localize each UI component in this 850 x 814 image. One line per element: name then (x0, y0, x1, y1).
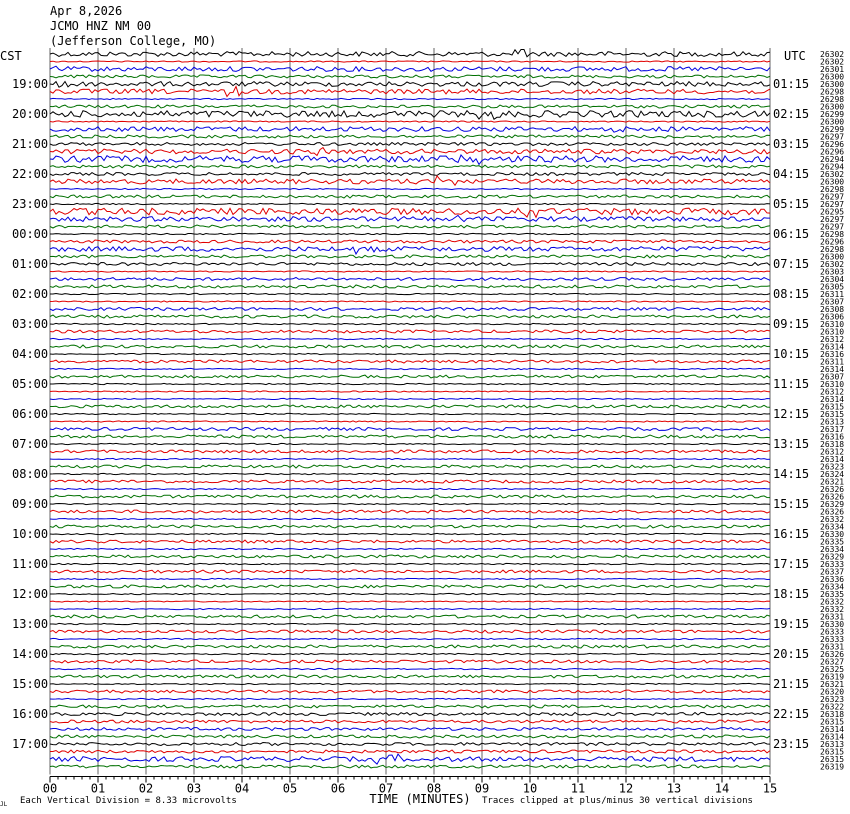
trace-71 (50, 578, 770, 579)
trace-mean-96: 26319 (820, 762, 845, 772)
trace-57 (50, 473, 770, 474)
utc-label-18: 19:15 (773, 617, 810, 631)
trace-group (50, 50, 770, 769)
trace-19 (50, 188, 770, 189)
trace-mean-21: 26297 (820, 200, 845, 209)
trace-mean-6: 26298 (820, 87, 845, 97)
trace-37 (50, 323, 770, 324)
trace-5 (50, 82, 770, 88)
trace-mean-84: 26319 (820, 672, 845, 682)
trace-mean-58: 26321 (820, 477, 845, 487)
trace-16 (50, 165, 770, 168)
trace-mean-75: 26332 (820, 605, 845, 614)
trace-mean-47: 26314 (820, 395, 845, 404)
trace-mean-24: 26297 (820, 222, 845, 232)
plot-date: Apr 8,2026 (50, 4, 123, 18)
trace-mean-51: 26317 (820, 425, 845, 434)
trace-mean-76: 26331 (820, 612, 845, 622)
trace-85 (50, 683, 770, 684)
trace-52 (50, 435, 770, 438)
cst-label-11: 06:00 (12, 407, 49, 421)
trace-56 (50, 465, 770, 468)
cst-label-1: 20:00 (12, 107, 49, 121)
trace-mean-29: 26302 (820, 260, 845, 269)
trace-83 (50, 668, 770, 669)
trace-mean-82: 26327 (820, 657, 845, 667)
trace-24 (50, 225, 770, 228)
trace-mean-71: 26336 (820, 575, 845, 584)
trace-81 (50, 653, 770, 654)
trace-18 (50, 176, 770, 185)
trace-21 (50, 203, 770, 204)
x-tick-label-9: 09 (474, 781, 490, 796)
x-tick-label-11: 11 (570, 781, 586, 796)
trace-2 (50, 61, 770, 62)
trace-63 (50, 518, 770, 519)
trace-mean-68: 26329 (820, 552, 845, 562)
trace-mean-1: 26302 (820, 50, 845, 59)
trace-mean-11: 26299 (820, 125, 845, 134)
trace-36 (50, 315, 770, 318)
trace-mean-8: 26300 (820, 102, 845, 112)
utc-label-13: 14:15 (773, 467, 810, 481)
x-tick-label-5: 05 (282, 781, 298, 796)
trace-mean-labels (820, 50, 844, 772)
trace-mean-81: 26326 (820, 650, 845, 659)
trace-59 (50, 488, 770, 489)
trace-89 (50, 713, 770, 716)
trace-mean-26: 26296 (820, 237, 845, 247)
x-tick-label-2: 02 (138, 781, 154, 796)
cst-label-10: 05:00 (12, 377, 49, 391)
x-tick-label-13: 13 (666, 781, 682, 796)
right-timezone-label: UTC (784, 49, 806, 63)
trace-70 (50, 570, 770, 573)
cst-label-8: 03:00 (12, 317, 49, 331)
trace-mean-33: 26311 (820, 290, 845, 299)
cst-label-6: 01:00 (12, 257, 49, 271)
utc-label-19: 20:15 (773, 647, 810, 661)
cst-label-22: 17:00 (12, 737, 49, 751)
trace-mean-4: 26300 (820, 72, 845, 82)
cst-label-4: 23:00 (12, 197, 49, 211)
left-timezone-label: CST (0, 49, 22, 63)
utc-label-21: 22:15 (773, 707, 810, 721)
trace-mean-93: 26313 (820, 740, 845, 749)
trace-mean-94: 26315 (820, 747, 845, 757)
trace-mean-59: 26326 (820, 485, 845, 494)
trace-38 (50, 330, 770, 333)
trace-mean-85: 26321 (820, 680, 845, 689)
trace-mean-5: 26300 (820, 80, 845, 89)
trace-mean-83: 26325 (820, 665, 845, 674)
trace-60 (50, 495, 770, 498)
trace-mean-44: 26307 (820, 372, 845, 382)
trace-76 (50, 615, 770, 618)
trace-mean-45: 26310 (820, 380, 845, 389)
trace-41 (50, 353, 770, 354)
trace-46 (50, 391, 770, 392)
trace-mean-2: 26302 (820, 57, 845, 67)
trace-mean-27: 26298 (820, 245, 845, 254)
utc-label-6: 07:15 (773, 257, 810, 271)
trace-mean-79: 26333 (820, 635, 845, 644)
trace-49 (50, 413, 770, 414)
x-tick-label-6: 06 (330, 781, 346, 796)
trace-mean-25: 26298 (820, 230, 845, 239)
trace-87 (50, 698, 770, 699)
trace-mean-56: 26323 (820, 462, 845, 472)
trace-26 (50, 240, 770, 243)
x-tick-label-10: 10 (522, 781, 538, 796)
x-tick-label-3: 03 (186, 781, 202, 796)
trace-33 (50, 293, 770, 294)
scale-note: Each Vertical Division = 8.33 microvolts (20, 796, 237, 806)
x-tick-label-4: 04 (234, 781, 250, 796)
trace-mean-35: 26308 (820, 305, 845, 314)
trace-17 (50, 173, 770, 176)
trace-69 (50, 563, 770, 564)
utc-label-4: 05:15 (773, 197, 810, 211)
corner-mark: JL (0, 801, 8, 808)
trace-mean-46: 26312 (820, 387, 845, 397)
trace-48 (50, 405, 770, 408)
trace-mean-63: 26332 (820, 515, 845, 524)
trace-39 (50, 338, 770, 339)
trace-mean-50: 26313 (820, 417, 845, 427)
trace-mean-61: 26329 (820, 500, 845, 509)
trace-29 (50, 263, 770, 266)
trace-62 (50, 510, 770, 513)
trace-mean-12: 26297 (820, 132, 845, 142)
trace-92 (50, 735, 770, 738)
trace-mean-78: 26333 (820, 627, 845, 637)
trace-mean-66: 26335 (820, 537, 845, 547)
trace-mean-52: 26316 (820, 432, 845, 442)
trace-mean-9: 26299 (820, 110, 845, 119)
trace-mean-62: 26326 (820, 507, 845, 517)
cst-label-14: 09:00 (12, 497, 49, 511)
utc-label-12: 13:15 (773, 437, 810, 451)
trace-mean-87: 26323 (820, 695, 845, 704)
trace-86 (50, 690, 770, 693)
trace-11 (50, 127, 770, 133)
utc-label-22: 23:15 (773, 737, 810, 751)
cst-label-2: 21:00 (12, 137, 49, 151)
trace-88 (50, 705, 770, 708)
trace-15 (50, 155, 770, 164)
trace-mean-13: 26296 (820, 140, 845, 149)
trace-mean-91: 26314 (820, 725, 845, 734)
station-location: (Jefferson College, MO) (50, 34, 217, 48)
trace-mean-42: 26311 (820, 357, 845, 367)
utc-hour-labels (773, 77, 809, 751)
trace-91 (50, 728, 770, 731)
trace-mean-43: 26314 (820, 365, 845, 374)
trace-7 (50, 98, 770, 99)
trace-96 (50, 765, 770, 768)
trace-mean-31: 26304 (820, 275, 845, 284)
utc-label-8: 09:15 (773, 317, 810, 331)
trace-mean-39: 26312 (820, 335, 845, 344)
trace-58 (50, 480, 770, 483)
trace-mean-73: 26335 (820, 590, 845, 599)
trace-25 (50, 233, 770, 234)
trace-23 (50, 215, 770, 221)
trace-80 (50, 645, 770, 648)
trace-28 (50, 255, 770, 258)
cst-label-16: 11:00 (12, 557, 49, 571)
x-tick-label-12: 12 (618, 781, 634, 796)
utc-label-3: 04:15 (773, 167, 810, 181)
trace-mean-36: 26306 (820, 312, 845, 322)
trace-13 (50, 143, 770, 146)
trace-32 (50, 285, 770, 288)
trace-31 (50, 278, 770, 281)
trace-43 (50, 368, 770, 369)
trace-40 (50, 345, 770, 348)
trace-9 (50, 111, 770, 120)
trace-mean-48: 26315 (820, 402, 845, 412)
cst-label-18: 13:00 (12, 617, 49, 631)
cst-label-17: 12:00 (12, 587, 49, 601)
trace-12 (50, 135, 770, 138)
utc-label-5: 06:15 (773, 227, 810, 241)
cst-label-19: 14:00 (12, 647, 49, 661)
cst-label-20: 15:00 (12, 677, 49, 691)
trace-68 (50, 555, 770, 558)
trace-mean-10: 26300 (820, 117, 845, 127)
trace-mean-34: 26307 (820, 297, 845, 307)
trace-mean-70: 26337 (820, 567, 845, 577)
trace-mean-55: 26314 (820, 455, 845, 464)
cst-label-5: 00:00 (12, 227, 49, 241)
utc-label-15: 16:15 (773, 527, 810, 541)
utc-label-7: 08:15 (773, 287, 810, 301)
trace-mean-22: 26295 (820, 207, 845, 217)
trace-mean-64: 26334 (820, 522, 845, 532)
trace-mean-37: 26310 (820, 320, 845, 329)
trace-mean-88: 26322 (820, 702, 845, 712)
x-tick-label-1: 01 (90, 781, 106, 796)
trace-10 (50, 121, 770, 122)
trace-mean-67: 26334 (820, 545, 845, 554)
utc-label-14: 15:15 (773, 497, 810, 511)
trace-27 (50, 247, 770, 254)
trace-74 (50, 601, 770, 602)
trace-mean-69: 26333 (820, 560, 845, 569)
trace-mean-20: 26297 (820, 192, 845, 202)
trace-84 (50, 675, 770, 678)
trace-50 (50, 421, 770, 422)
trace-75 (50, 608, 770, 609)
trace-mean-32: 26305 (820, 282, 845, 292)
trace-77 (50, 623, 770, 624)
time-grid (50, 48, 770, 775)
trace-30 (50, 271, 770, 272)
cst-label-9: 04:00 (12, 347, 49, 361)
trace-mean-60: 26326 (820, 492, 845, 502)
trace-mean-57: 26324 (820, 470, 845, 479)
trace-mean-19: 26298 (820, 185, 845, 194)
trace-1 (50, 50, 770, 57)
cst-label-13: 08:00 (12, 467, 49, 481)
x-tick-label-8: 08 (426, 781, 442, 796)
trace-mean-14: 26296 (820, 147, 845, 157)
trace-mean-95: 26315 (820, 755, 845, 764)
trace-mean-41: 26316 (820, 350, 845, 359)
utc-label-10: 11:15 (773, 377, 810, 391)
trace-mean-30: 26303 (820, 267, 845, 277)
trace-54 (50, 450, 770, 453)
trace-mean-65: 26330 (820, 530, 845, 539)
trace-mean-74: 26332 (820, 597, 845, 607)
x-axis-title: TIME (MINUTES) (369, 792, 471, 806)
trace-22 (50, 208, 770, 217)
x-tick-label-7: 07 (378, 781, 394, 796)
cst-label-0: 19:00 (12, 77, 49, 91)
trace-mean-89: 26318 (820, 710, 845, 719)
trace-44 (50, 375, 770, 378)
trace-55 (50, 458, 770, 459)
utc-label-0: 01:15 (773, 77, 810, 91)
clip-note: Traces clipped at plus/minus 30 vertical divisions (482, 796, 753, 806)
trace-35 (50, 308, 770, 311)
trace-mean-16: 26294 (820, 162, 845, 172)
trace-95 (50, 754, 770, 764)
x-tick-label-15: 15 (762, 781, 778, 796)
trace-51 (50, 428, 770, 431)
trace-mean-86: 26320 (820, 687, 845, 697)
trace-65 (50, 533, 770, 534)
station-id: JCMO HNZ NM 00 (50, 19, 152, 33)
trace-20 (50, 195, 770, 198)
cst-label-3: 22:00 (12, 167, 49, 181)
trace-8 (50, 105, 770, 108)
x-tick-label-14: 14 (714, 781, 730, 796)
trace-42 (50, 360, 770, 363)
trace-mean-23: 26297 (820, 215, 845, 224)
trace-93 (50, 743, 770, 746)
trace-90 (50, 720, 770, 723)
trace-47 (50, 398, 770, 399)
trace-72 (50, 585, 770, 588)
trace-mean-54: 26312 (820, 447, 845, 457)
trace-mean-92: 26314 (820, 732, 845, 742)
cst-label-21: 16:00 (12, 707, 49, 721)
trace-mean-3: 26301 (820, 65, 845, 74)
trace-94 (50, 750, 770, 753)
trace-mean-53: 26318 (820, 440, 845, 449)
trace-34 (50, 301, 770, 302)
trace-82 (50, 660, 770, 663)
cst-label-12: 07:00 (12, 437, 49, 451)
trace-67 (50, 548, 770, 549)
trace-45 (50, 383, 770, 384)
trace-mean-49: 26315 (820, 410, 845, 419)
cst-label-15: 10:00 (12, 527, 49, 541)
trace-mean-77: 26330 (820, 620, 845, 629)
trace-61 (50, 503, 770, 504)
trace-78 (50, 630, 770, 633)
trace-64 (50, 525, 770, 528)
trace-14 (50, 148, 770, 156)
trace-mean-15: 26294 (820, 155, 845, 164)
utc-label-9: 10:15 (773, 347, 810, 361)
utc-label-11: 12:15 (773, 407, 810, 421)
trace-53 (50, 443, 770, 444)
trace-3 (50, 66, 770, 71)
x-tick-label-0: 00 (42, 781, 58, 796)
trace-mean-17: 26302 (820, 170, 845, 179)
trace-mean-40: 26314 (820, 342, 845, 352)
trace-mean-18: 26300 (820, 177, 845, 187)
trace-79 (50, 638, 770, 639)
trace-mean-72: 26334 (820, 582, 845, 592)
trace-73 (50, 593, 770, 594)
utc-label-1: 02:15 (773, 107, 810, 121)
cst-label-7: 02:00 (12, 287, 49, 301)
utc-label-20: 21:15 (773, 677, 810, 691)
trace-66 (50, 540, 770, 543)
trace-mean-38: 26310 (820, 327, 845, 337)
trace-6 (50, 87, 770, 97)
cst-hour-labels (12, 77, 48, 751)
trace-mean-80: 26331 (820, 642, 845, 652)
trace-mean-7: 26298 (820, 95, 845, 104)
trace-4 (50, 75, 770, 78)
utc-label-16: 17:15 (773, 557, 810, 571)
utc-label-2: 03:15 (773, 137, 810, 151)
utc-label-17: 18:15 (773, 587, 810, 601)
trace-mean-28: 26300 (820, 252, 845, 262)
trace-mean-90: 26315 (820, 717, 845, 727)
